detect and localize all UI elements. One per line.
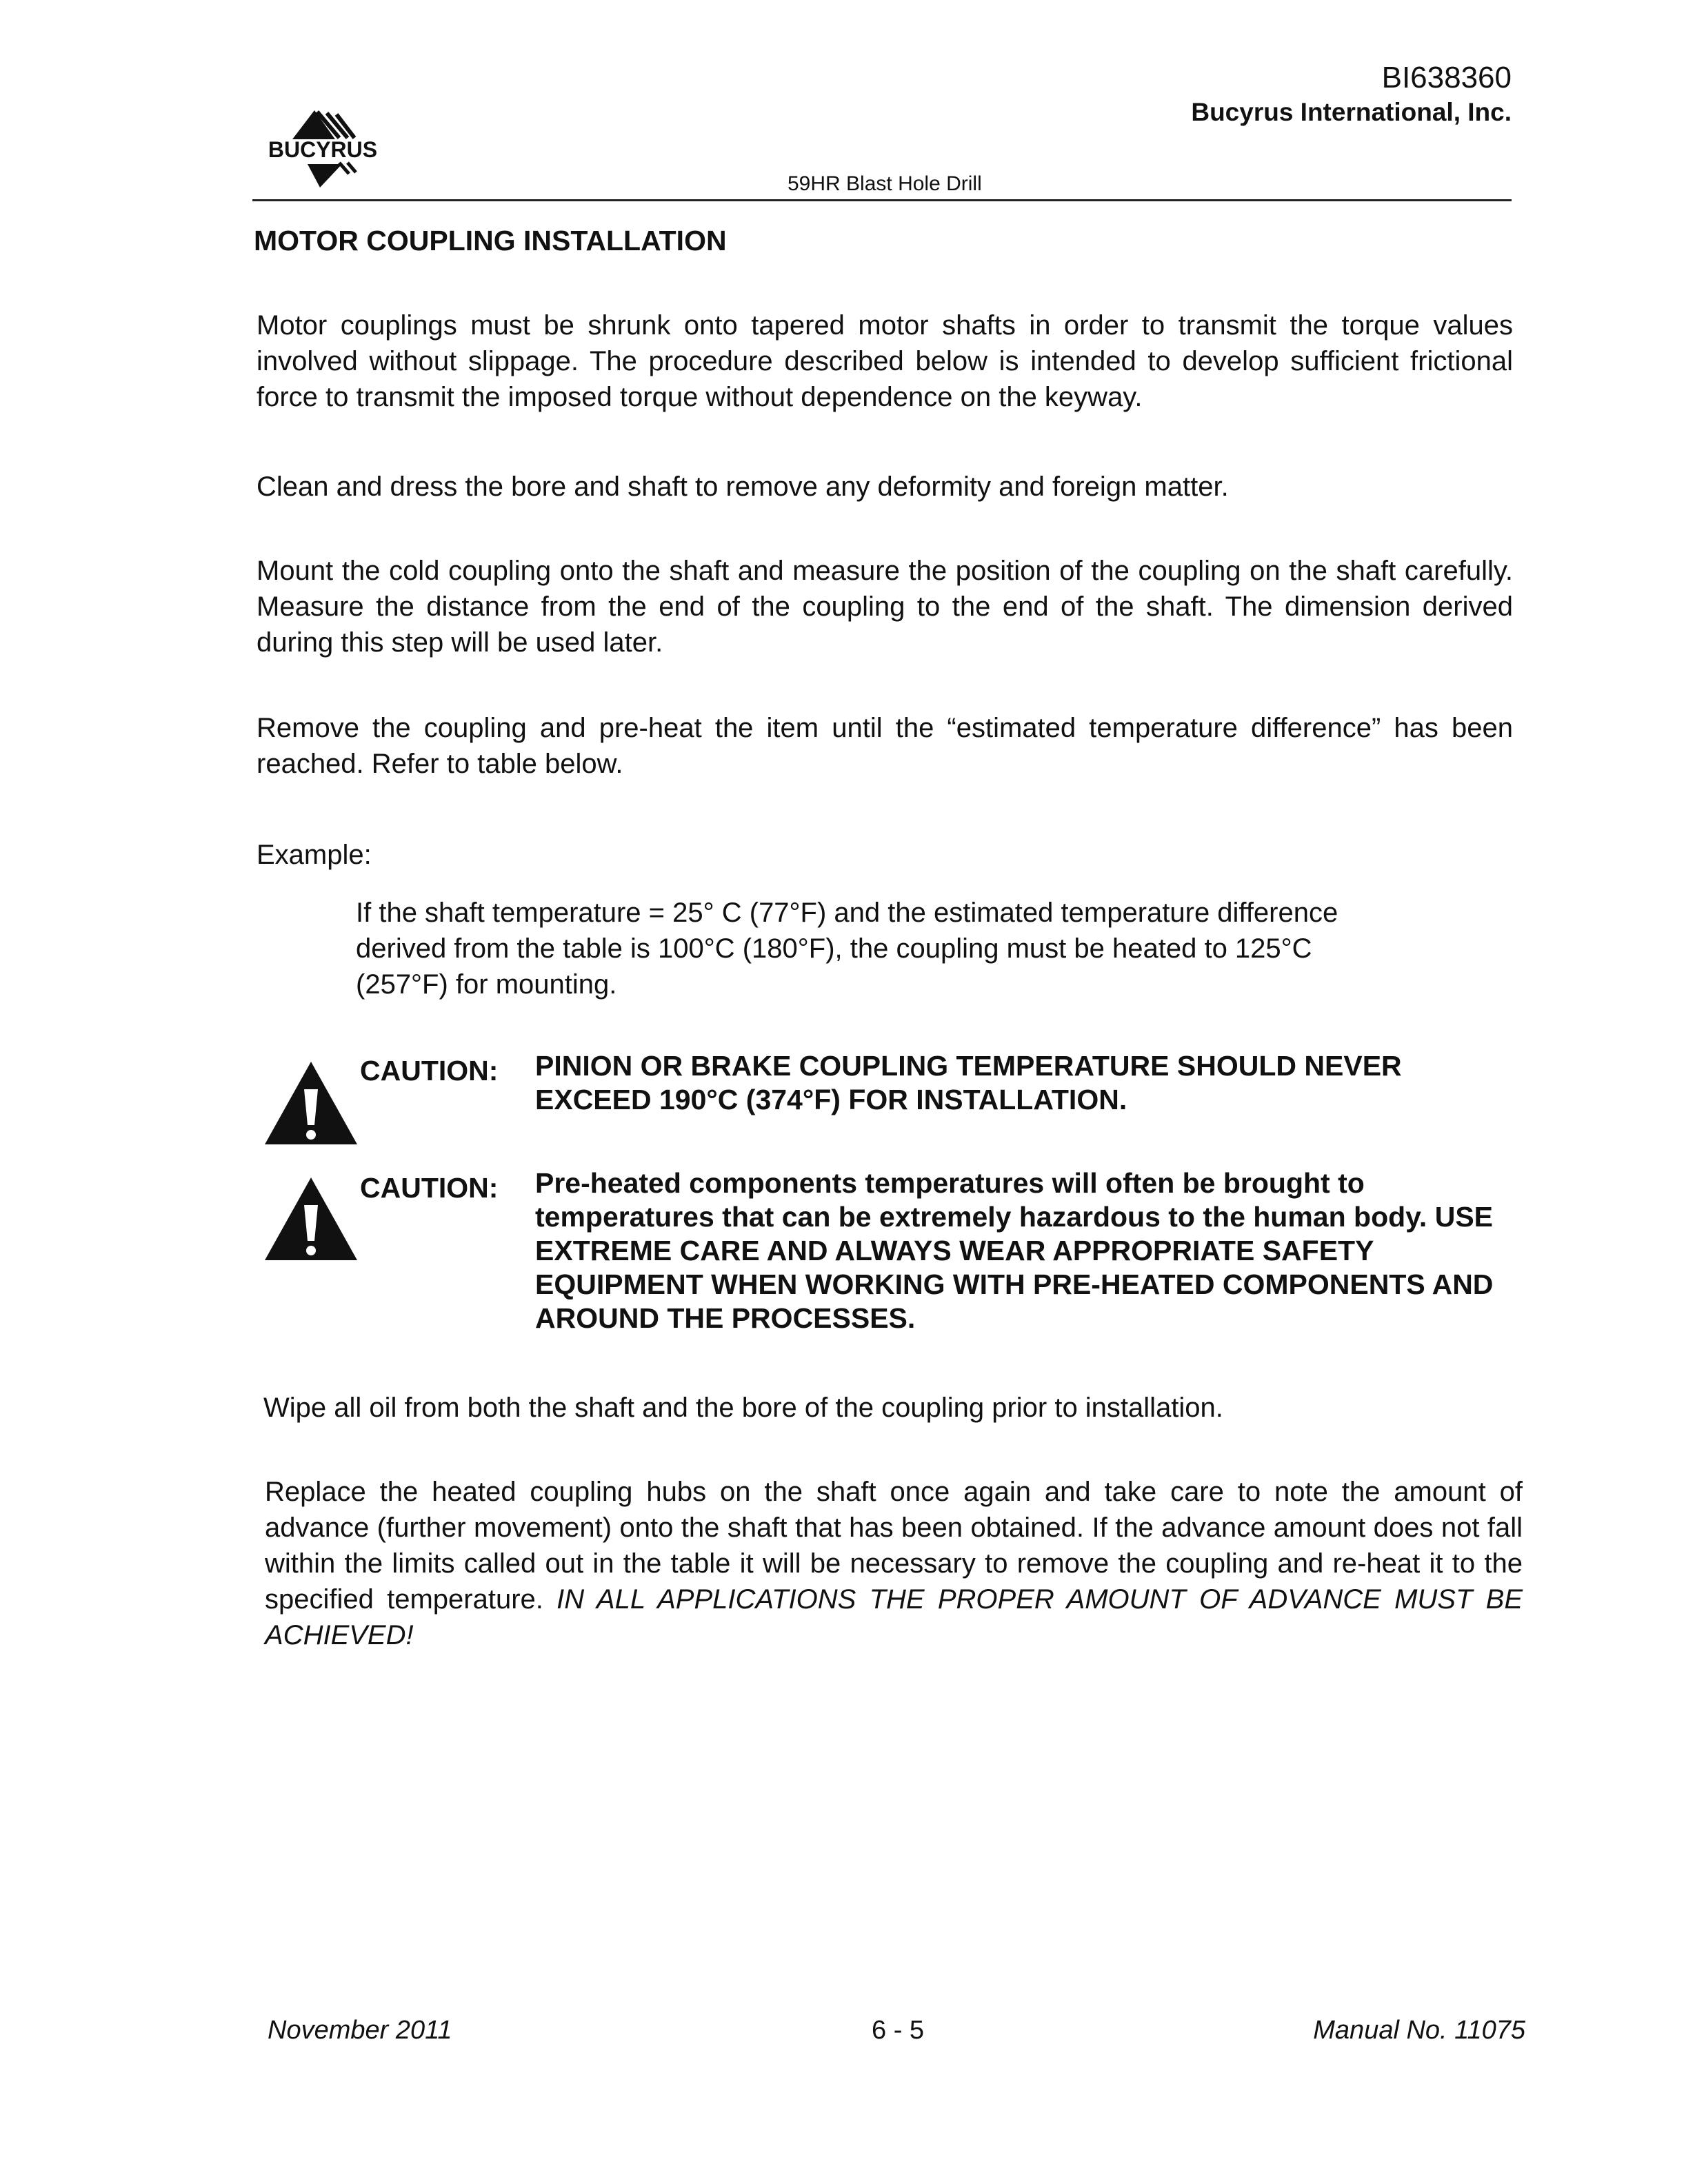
bucyrus-logo [251,108,399,190]
header-rule [252,199,1512,201]
section-title: MOTOR COUPLING INSTALLATION [254,225,727,256]
page-number: 6 - 5 [872,2016,925,2045]
caution-label: CAUTION: [360,1055,499,1086]
paragraph-mount: Mount the cold coupling onto the shaft and measure the position of the coupling on the shaft carefully. Measure the distance from the end of the coupling to the end of the shaft. The dimension derived during this step will be used later. [257,556,1513,658]
footer-date: November 2011 [268,2016,452,2045]
caution-text: PINION OR BRAKE COUPLING TEMPERATURE SHOULD NEVER EXCEED 190°C (374°F) FOR INSTALLATION. [535,1050,1402,1115]
manual-number: Manual No. 11075 [1313,2016,1525,2045]
company-name: Bucyrus International, Inc. [1191,98,1512,126]
example-text: If the shaft temperature = 25° C (77°F) and the estimated temperature difference derived from the table is 100°C (180°F), the coupling must be heated to 125°C (257°F) for mounting. [356,898,1338,1000]
paragraph-wipe: Wipe all oil from both the shaft and the bore of the coupling prior to installation. [263,1393,1223,1423]
caution-label: CAUTION: [360,1172,499,1204]
paragraph-intro: Motor couplings must be shrunk onto tapered motor shafts in order to transmit the torque values involved without slippage. The procedure described below is intended to develop sufficient frictional force to transmit the imposed torque without dependence on the keyway. [257,310,1513,412]
paragraph-clean: Clean and dress the bore and shaft to remove any deformity and foreign matter. [257,472,1229,502]
caution-text: Pre-heated components temperatures will often be brought to temperatures that can be extremely hazardous to the human body. USE EXTREME CARE AND ALWAYS WEAR APPROPRIATE SAFETY EQUIPMENT WHEN WORKING WITH PRE-HEATED COMPONENTS AND AROUND THE PROCESSES. [535,1167,1494,1334]
svg-text:BUCYRUS: BUCYRUS [268,137,378,162]
paragraph-replace [265,1474,1523,1653]
machine-model: 59HR Blast Hole Drill [788,172,982,195]
paragraph-example-label: Example: [257,840,372,870]
paragraph-remove: Remove the coupling and pre-heat the item until the “estimated temperature difference” has been reached. Refer to table below. [257,713,1513,779]
warning-triangle-icon [262,1059,360,1147]
bucyrus-logo-icon [251,108,399,190]
replace-emphasis: IN ALL APPLICATIONS THE PROPER AMOUNT OF ADVANCE MUST BE ACHIEVED! [265,1584,1523,1650]
replace-text: Replace the heated coupling hubs on the shaft once again and take care to note the amount of advance (further movement) onto the shaft that has been obtained. If the advance amount does not fall within the limits called out in the table it will be necessary to remove the coupling and re-heat it to the specified temperature. [265,1477,1523,1615]
warning-triangle-icon [262,1175,360,1263]
document-id: BI638360 [1381,61,1512,94]
